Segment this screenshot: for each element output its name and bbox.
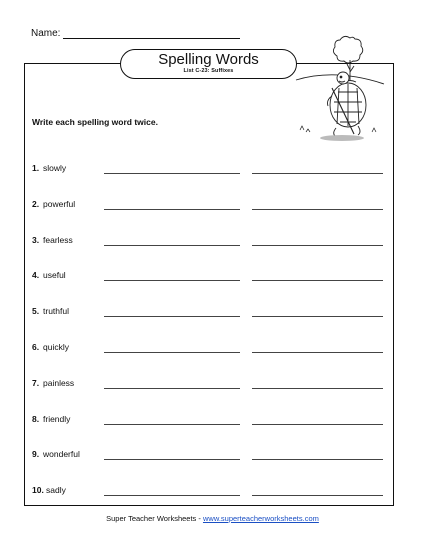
answer-line-2[interactable]: [252, 316, 383, 317]
word-text: truthful: [43, 306, 69, 317]
answer-line-1[interactable]: [104, 459, 240, 460]
grass-icon: [300, 126, 376, 132]
footer: [0, 514, 425, 523]
word-number: 7.: [32, 377, 40, 388]
word-row: [32, 485, 392, 499]
word-row: [32, 163, 392, 177]
word-number: 5.: [32, 306, 40, 317]
answer-line-2[interactable]: [252, 352, 383, 353]
word-text: fearless: [43, 234, 73, 245]
word-text: slowly: [43, 163, 67, 173]
page-title: Spelling Words: [158, 51, 259, 68]
word-number: 3.: [32, 234, 40, 245]
word-text: friendly: [43, 413, 71, 424]
word-row: [32, 342, 392, 356]
answer-line-2[interactable]: [252, 388, 383, 389]
word-number: 2.: [32, 198, 40, 209]
word-text: powerful: [43, 198, 76, 209]
answer-line-2[interactable]: [252, 495, 383, 496]
word-number: 9.: [32, 449, 40, 460]
word-number: 6.: [32, 342, 40, 352]
answer-line-1[interactable]: [104, 209, 240, 210]
word-text: painless: [43, 377, 75, 388]
name-line[interactable]: [63, 38, 240, 39]
word-number: 8.: [32, 413, 40, 424]
answer-line-2[interactable]: [252, 209, 383, 210]
word-row: [32, 235, 392, 249]
word-number: 1.: [32, 163, 40, 173]
word-row: [32, 270, 392, 284]
turtle-icon: [320, 72, 366, 141]
word-row: [32, 414, 392, 428]
title-pill: [120, 49, 297, 79]
word-row: [32, 378, 392, 392]
answer-line-2[interactable]: [252, 424, 383, 425]
answer-line-1[interactable]: [104, 245, 240, 246]
word-text: wonderful: [43, 449, 80, 460]
word-row: [32, 199, 392, 213]
answer-line-2[interactable]: [252, 280, 383, 281]
word-row: [32, 449, 392, 463]
word-row: [32, 306, 392, 320]
answer-line-1[interactable]: [104, 352, 240, 353]
answer-line-1[interactable]: [104, 316, 240, 317]
name-label: Name:: [31, 28, 61, 39]
instruction: Write each spelling word twice.: [32, 117, 158, 127]
answer-line-1[interactable]: [104, 173, 240, 174]
footer-text: Super Teacher Worksheets -: [106, 514, 203, 523]
answer-line-1[interactable]: [104, 424, 240, 425]
answer-line-2[interactable]: [252, 459, 383, 460]
word-number: 10.: [32, 485, 44, 496]
word-text: useful: [43, 270, 66, 281]
name-row: [31, 28, 60, 39]
answer-line-1[interactable]: [104, 280, 240, 281]
turtle-illustration-icon: [292, 30, 387, 145]
answer-line-2[interactable]: [252, 173, 383, 174]
word-text: sadly: [46, 485, 66, 496]
footer-link[interactable]: www.superteacherworksheets.com: [202, 514, 319, 523]
word-number: 4.: [32, 270, 40, 281]
answer-line-1[interactable]: [104, 495, 240, 496]
answer-line-2[interactable]: [252, 245, 383, 246]
page-subtitle: List C-23: Suffixes: [183, 68, 234, 74]
word-text: quickly: [43, 342, 69, 352]
answer-line-1[interactable]: [104, 388, 240, 389]
